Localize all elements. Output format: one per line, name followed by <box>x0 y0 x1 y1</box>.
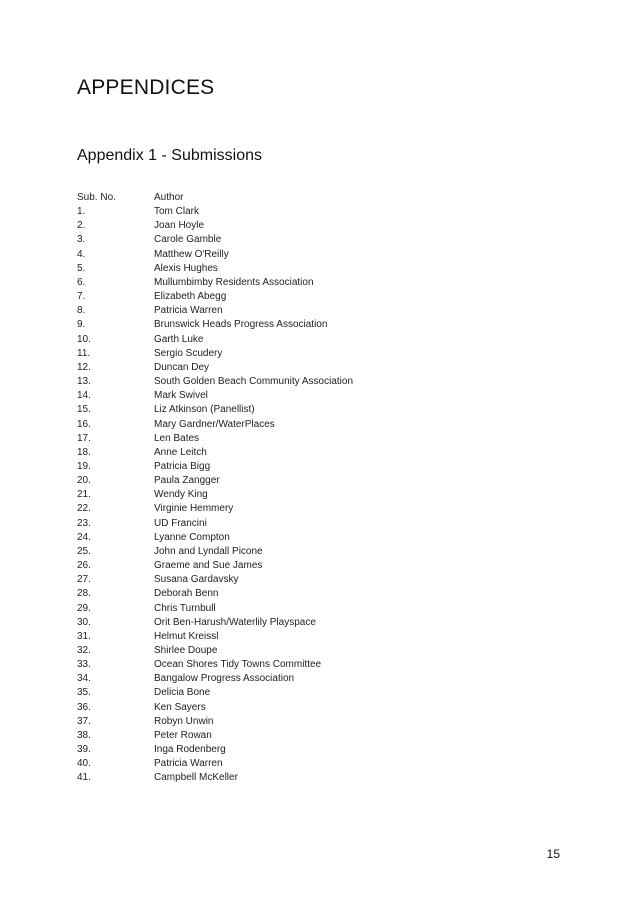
table-row <box>77 602 454 616</box>
submission-number: 39. <box>77 744 91 756</box>
submission-number: 19. <box>77 460 91 472</box>
table-row <box>77 333 454 347</box>
table-row <box>77 517 454 531</box>
submission-author: Elizabeth Abegg <box>154 291 227 303</box>
submission-author: Virginie Hemmery <box>154 503 234 515</box>
submission-number: 7. <box>77 291 86 303</box>
submission-number: 32. <box>77 645 91 656</box>
submission-author: Patricia Warren <box>154 305 223 317</box>
submission-number: 3. <box>77 234 86 246</box>
table-row <box>77 701 454 715</box>
column-header-sub-no: Sub. No. <box>77 192 116 203</box>
table-row <box>77 418 454 432</box>
submission-author: Liz Atkinson (Panellist) <box>154 404 255 416</box>
table-row <box>77 658 454 672</box>
table-header-row <box>77 191 454 205</box>
table-row <box>77 616 454 630</box>
submission-author: Delicia Bone <box>154 687 211 699</box>
submission-author: Inga Rodenberg <box>154 744 226 756</box>
submission-number: 16. <box>77 418 91 430</box>
table-row <box>77 219 454 233</box>
submission-number: 41. <box>77 772 91 784</box>
submission-number: 18. <box>77 446 91 458</box>
submission-author: Duncan Dey <box>154 361 210 373</box>
submission-author: Graeme and Sue James <box>154 560 263 572</box>
submissions-table <box>77 191 454 786</box>
table-row <box>77 474 454 488</box>
submission-number: 25. <box>77 545 91 557</box>
table-row <box>77 290 454 304</box>
table-row <box>77 644 454 658</box>
table-row <box>77 545 454 559</box>
submission-author: Len Bates <box>154 432 200 444</box>
submission-author: Helmut Kreissl <box>154 630 219 642</box>
submission-author: Anne Leitch <box>154 446 207 458</box>
submission-number: 37. <box>77 715 91 727</box>
table-row <box>77 573 454 587</box>
table-row <box>77 389 454 403</box>
table-row <box>77 502 454 516</box>
table-row <box>77 559 454 573</box>
submission-author: Matthew O'Reilly <box>154 248 229 260</box>
submission-author: Orit Ben-Harush/Waterlily Playspace <box>154 616 316 628</box>
section-title: Appendix 1 - Submissions <box>77 147 262 164</box>
submission-number: 40. <box>77 758 91 770</box>
submission-number: 29. <box>77 602 91 614</box>
submission-author: Peter Rowan <box>154 729 212 741</box>
submission-author: Robyn Unwin <box>154 715 214 727</box>
submission-author: Susana Gardavsky <box>154 574 239 586</box>
submission-number: 8. <box>77 305 86 317</box>
submission-number: 15. <box>77 404 91 416</box>
table-row <box>77 347 454 361</box>
submission-author: Deborah Benn <box>154 588 219 600</box>
submission-author: Chris Turnbull <box>154 602 216 614</box>
submission-number: 30. <box>77 616 91 628</box>
submission-number: 17. <box>77 432 91 444</box>
submission-number: 20. <box>77 475 91 487</box>
submission-author: Lyanne Compton <box>154 531 230 543</box>
table-row <box>77 686 454 700</box>
table-row <box>77 587 454 601</box>
submission-author: Mark Swivel <box>154 390 208 402</box>
table-row <box>77 403 454 417</box>
submission-number: 13. <box>77 376 91 388</box>
submission-number: 9. <box>77 319 86 331</box>
submission-author: UD Francini <box>154 517 207 529</box>
submission-number: 23. <box>77 517 91 529</box>
table-row <box>77 672 454 686</box>
submission-number: 34. <box>77 673 91 685</box>
table-row <box>77 318 454 332</box>
submission-number: 35. <box>77 687 91 699</box>
page-title: APPENDICES <box>77 76 215 99</box>
submission-author: Patricia Bigg <box>154 460 211 472</box>
table-row <box>77 233 454 247</box>
submission-number: 38. <box>77 729 91 741</box>
submission-author: Carole Gamble <box>154 234 222 246</box>
table-row <box>77 205 454 219</box>
submission-author: Mary Gardner/WaterPlaces <box>154 418 275 430</box>
submission-number: 36. <box>77 701 91 713</box>
submission-author: Alexis Hughes <box>154 262 218 274</box>
submission-number: 10. <box>77 333 91 345</box>
table-row <box>77 630 454 644</box>
submission-number: 2. <box>77 220 86 232</box>
submission-number: 24. <box>77 531 91 543</box>
submission-author: Bangalow Progress Association <box>154 673 295 685</box>
table-row <box>77 715 454 729</box>
submission-number: 1. <box>77 206 86 218</box>
table-row <box>77 757 454 771</box>
submission-number: 11. <box>77 347 91 359</box>
submission-author: Sergio Scudery <box>154 347 223 359</box>
table-row <box>77 488 454 502</box>
submission-number: 4. <box>77 248 86 260</box>
table-row <box>77 262 454 276</box>
submission-number: 6. <box>77 276 86 288</box>
submission-number: 27. <box>77 574 91 586</box>
table-row <box>77 248 454 262</box>
submission-author: Brunswick Heads Progress Association <box>154 319 328 331</box>
table-row <box>77 304 454 318</box>
table-row <box>77 460 454 474</box>
table-row <box>77 729 454 743</box>
submission-author: Garth Luke <box>154 333 204 345</box>
submission-author: Mullumbimby Residents Association <box>154 276 314 288</box>
submission-author: South Golden Beach Community Association <box>154 376 353 388</box>
submission-number: 31. <box>77 630 91 642</box>
submission-number: 14. <box>77 390 91 402</box>
submission-number: 28. <box>77 588 91 600</box>
submission-author: Ocean Shores Tidy Towns Committee <box>154 659 322 671</box>
table-row <box>77 361 454 375</box>
submission-author: Patricia Warren <box>154 758 223 770</box>
submission-author: Ken Sayers <box>154 701 206 713</box>
submission-author: Campbell McKeller <box>154 772 238 784</box>
submission-author: John and Lyndall Picone <box>154 545 263 557</box>
submission-number: 33. <box>77 659 91 671</box>
table-row <box>77 531 454 545</box>
table-row <box>77 276 454 290</box>
submission-number: 21. <box>77 489 91 501</box>
submission-number: 26. <box>77 560 91 572</box>
table-row <box>77 375 454 389</box>
submission-author: Joan Hoyle <box>154 220 205 232</box>
submission-number: 22. <box>77 503 91 515</box>
column-header-author: Author <box>154 192 184 203</box>
submission-author: Wendy King <box>154 489 208 501</box>
submission-number: 12. <box>77 361 91 373</box>
submission-number: 5. <box>77 262 86 274</box>
table-row <box>77 432 454 446</box>
submission-author: Paula Zangger <box>154 475 220 487</box>
table-row <box>77 446 454 460</box>
submissions-table-body <box>77 205 454 785</box>
submission-author: Tom Clark <box>154 206 200 218</box>
table-row <box>77 743 454 757</box>
table-row <box>77 771 454 785</box>
page-number: 15 <box>546 847 560 861</box>
submission-author: Shirlee Doupe <box>154 645 218 656</box>
